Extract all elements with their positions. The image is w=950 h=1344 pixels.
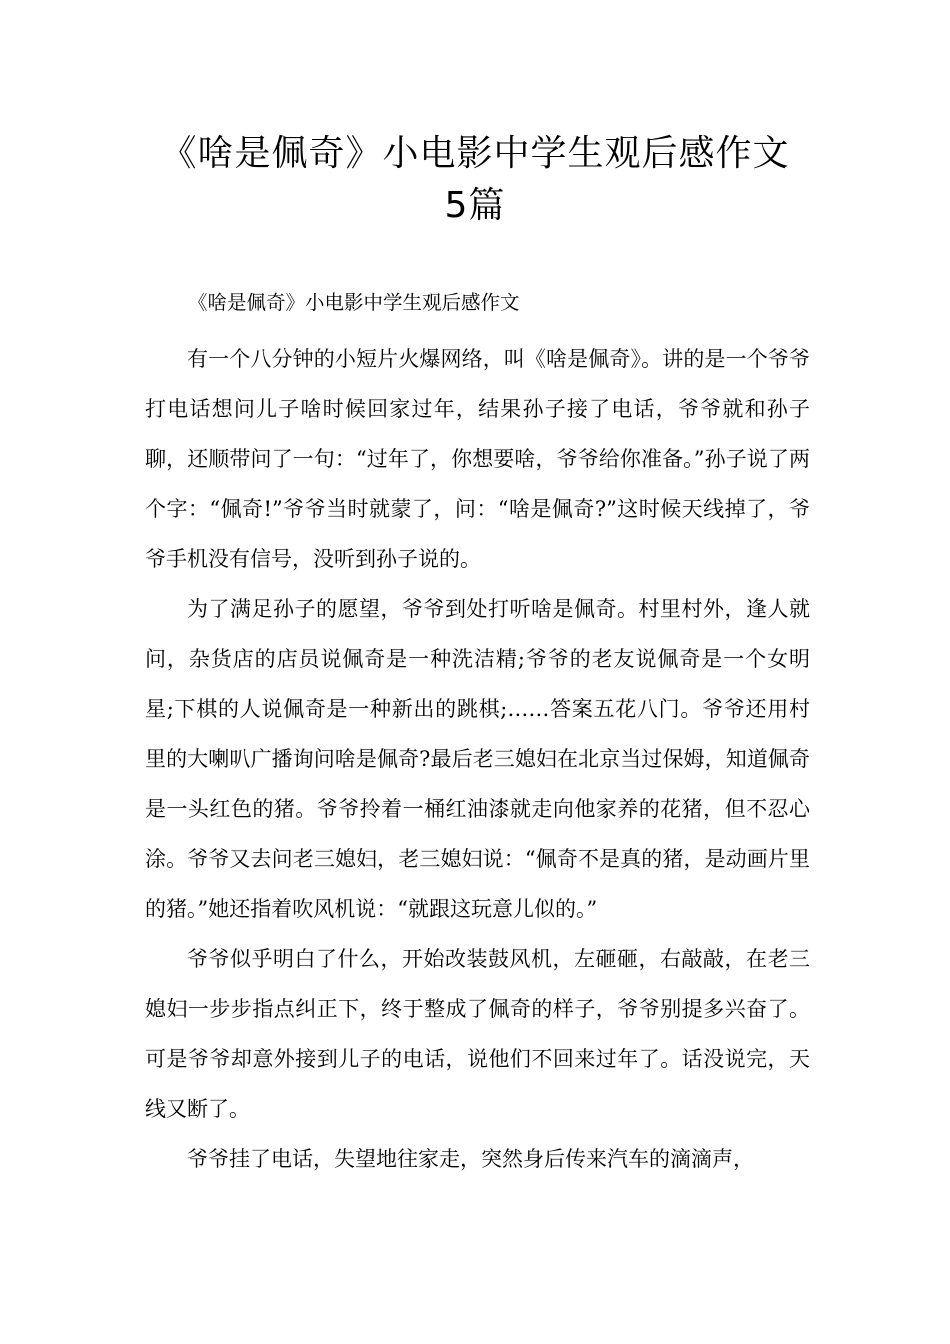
document-title [120, 128, 830, 232]
title-line-2: 5篇 [444, 185, 506, 226]
paragraph-2: 为了满足孙子的愿望，爷爷到处打听啥是佩奇。村里村外，逢人就问，杂货店的店员说佩奇是一种洗洁精;爷爷的老友说佩奇是一个女明星;下棋的人说佩奇是一种新出的跳棋;……答案五花八门。爷爷还用村里的大喇叭广播询问啥是佩奇?最后老三媳妇在北京当过保姆，知道佩奇是一头红色的猪。爷爷拎着一桶红油漆就走向他家养的花猪，但不忍心涂。爷爷又去问老三媳妇，老三媳妇说：“佩奇不是真的猪，是动画片里的猪。”她还指着吹风机说：“就跟这玩意儿似的。” [145, 597, 810, 921]
paragraph-1: 有一个八分钟的小短片火爆网络，叫《啥是佩奇》。讲的是一个爷爷打电话想问儿子啥时候回家过年，结果孙子接了电话，爷爷就和孙子聊，还顺带问了一句：“过年了，你想要啥，爷爷给你准备。”孙子说了两个字：“佩奇!”爷爷当时就蒙了，问：“啥是佩奇?”这时候天线掉了，爷爷手机没有信号，没听到孙子说的。 [145, 347, 810, 571]
section-subtitle: 《啥是佩奇》小电影中学生观后感作文 [188, 291, 520, 314]
paragraph-4: 爷爷挂了电话，失望地往家走，突然身后传来汽车的滴滴声， [187, 1147, 754, 1171]
title-line-1: 《啥是佩奇》小电影中学生观后感作文 [160, 133, 790, 174]
paragraph-3: 爷爷似乎明白了什么，开始改装鼓风机，左砸砸，右敲敲，在老三媳妇一步步指点纠正下，终于整成了佩奇的样子，爷爷别提多兴奋了。可是爷爷却意外接到儿子的电话，说他们不回来过年了。话没说完，天线又断了。 [145, 947, 810, 1121]
body-text [145, 334, 810, 1184]
